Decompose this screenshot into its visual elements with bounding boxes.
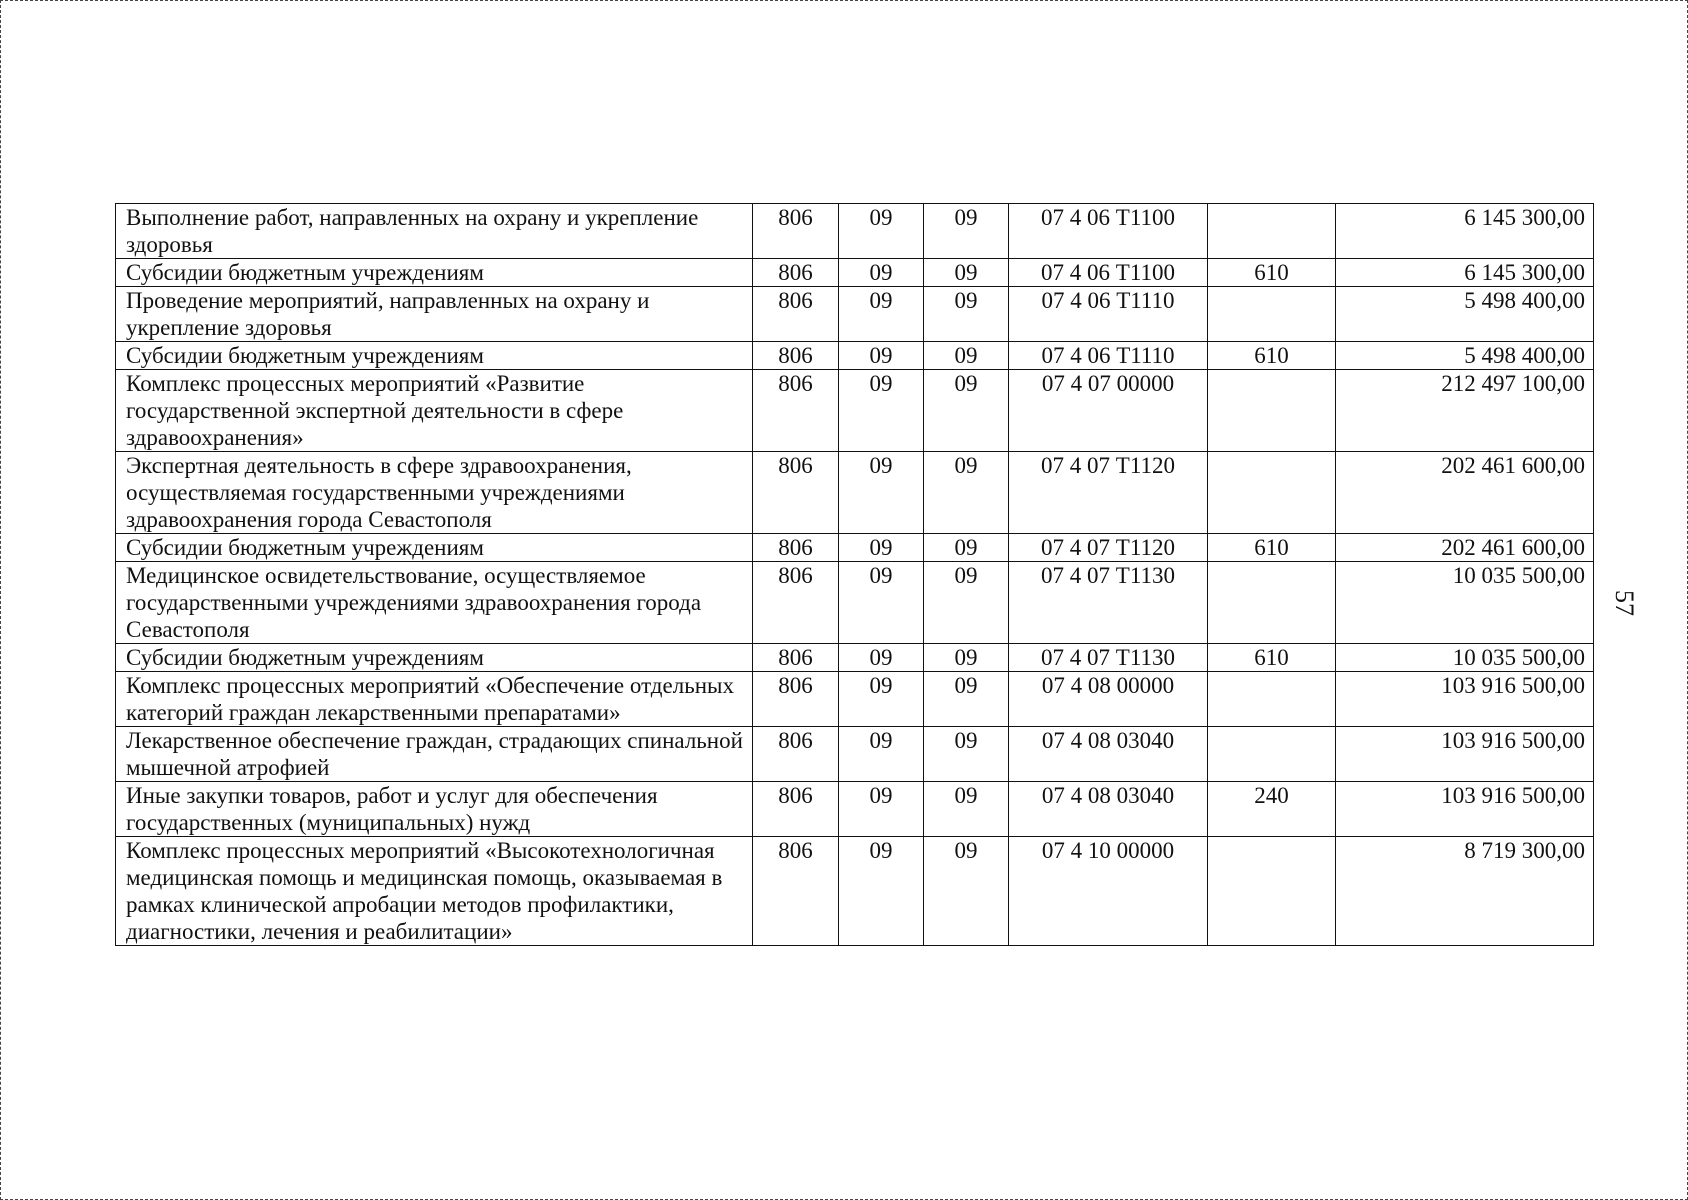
cell-name: Иные закупки товаров, работ и услуг для обеспечения государственных (муниципальных) нужд [116, 782, 753, 837]
budget-table [115, 203, 1594, 946]
cell-ministry: 806 [753, 727, 839, 782]
cell-expense-type [1208, 672, 1336, 727]
cell-target-article: 07 4 08 00000 [1009, 672, 1208, 727]
cell-target-article: 07 4 07 Т1120 [1009, 534, 1208, 562]
cell-section: 09 [839, 452, 924, 534]
table-row [116, 370, 1594, 452]
cell-expense-type: 610 [1208, 259, 1336, 287]
cell-amount: 6 145 300,00 [1336, 204, 1594, 259]
cell-subsection: 09 [924, 837, 1009, 946]
cell-name: Экспертная деятельность в сфере здравоохранения, осуществляемая государственными учреждениями здравоохранения города Севастополя [116, 452, 753, 534]
table-row [116, 782, 1594, 837]
cell-target-article: 07 4 06 Т1110 [1009, 287, 1208, 342]
table-row [116, 562, 1594, 644]
cell-amount: 103 916 500,00 [1336, 782, 1594, 837]
cell-ministry: 806 [753, 452, 839, 534]
cell-subsection: 09 [924, 562, 1009, 644]
cell-expense-type [1208, 370, 1336, 452]
cell-expense-type: 610 [1208, 534, 1336, 562]
cell-expense-type [1208, 287, 1336, 342]
cell-ministry: 806 [753, 782, 839, 837]
cell-amount: 212 497 100,00 [1336, 370, 1594, 452]
cell-ministry: 806 [753, 672, 839, 727]
table-row [116, 727, 1594, 782]
cell-subsection: 09 [924, 534, 1009, 562]
cell-amount: 8 719 300,00 [1336, 837, 1594, 946]
cell-amount: 5 498 400,00 [1336, 287, 1594, 342]
cell-amount: 202 461 600,00 [1336, 452, 1594, 534]
cell-subsection: 09 [924, 452, 1009, 534]
cell-expense-type [1208, 452, 1336, 534]
cell-section: 09 [839, 837, 924, 946]
cell-name: Субсидии бюджетным учреждениям [116, 534, 753, 562]
cell-target-article: 07 4 10 00000 [1009, 837, 1208, 946]
cell-ministry: 806 [753, 562, 839, 644]
cell-target-article: 07 4 06 Т1110 [1009, 342, 1208, 370]
table-row [116, 204, 1594, 259]
table-row [116, 837, 1594, 946]
cell-amount: 10 035 500,00 [1336, 644, 1594, 672]
cell-ministry: 806 [753, 287, 839, 342]
cell-target-article: 07 4 08 03040 [1009, 782, 1208, 837]
cell-section: 09 [839, 782, 924, 837]
cell-target-article: 07 4 08 03040 [1009, 727, 1208, 782]
cell-name: Лекарственное обеспечение граждан, страдающих спинальной мышечной атрофией [116, 727, 753, 782]
cell-section: 09 [839, 534, 924, 562]
cell-name: Субсидии бюджетным учреждениям [116, 644, 753, 672]
cell-amount: 5 498 400,00 [1336, 342, 1594, 370]
cell-subsection: 09 [924, 782, 1009, 837]
cell-ministry: 806 [753, 644, 839, 672]
cell-subsection: 09 [924, 204, 1009, 259]
cell-target-article: 07 4 07 Т1120 [1009, 452, 1208, 534]
cell-name: Комплекс процессных мероприятий «Обеспечение отдельных категорий граждан лекарственными препаратами» [116, 672, 753, 727]
cell-expense-type [1208, 727, 1336, 782]
cell-name: Субсидии бюджетным учреждениям [116, 259, 753, 287]
cell-expense-type [1208, 204, 1336, 259]
table-row [116, 259, 1594, 287]
cell-subsection: 09 [924, 672, 1009, 727]
cell-expense-type: 240 [1208, 782, 1336, 837]
cell-section: 09 [839, 342, 924, 370]
cell-subsection: 09 [924, 259, 1009, 287]
table-row [116, 342, 1594, 370]
cell-amount: 6 145 300,00 [1336, 259, 1594, 287]
cell-target-article: 07 4 07 Т1130 [1009, 644, 1208, 672]
cell-ministry: 806 [753, 534, 839, 562]
budget-table-body [116, 204, 1594, 946]
cell-subsection: 09 [924, 342, 1009, 370]
cell-name: Субсидии бюджетным учреждениям [116, 342, 753, 370]
table-row [116, 287, 1594, 342]
cell-section: 09 [839, 727, 924, 782]
table-row [116, 452, 1594, 534]
cell-ministry: 806 [753, 837, 839, 946]
cell-amount: 103 916 500,00 [1336, 672, 1594, 727]
cell-section: 09 [839, 562, 924, 644]
table-row [116, 534, 1594, 562]
cell-target-article: 07 4 07 00000 [1009, 370, 1208, 452]
cell-ministry: 806 [753, 342, 839, 370]
cell-subsection: 09 [924, 727, 1009, 782]
cell-target-article: 07 4 06 Т1100 [1009, 259, 1208, 287]
cell-section: 09 [839, 287, 924, 342]
cell-subsection: 09 [924, 370, 1009, 452]
cell-subsection: 09 [924, 287, 1009, 342]
cell-ministry: 806 [753, 370, 839, 452]
cell-ministry: 806 [753, 204, 839, 259]
cell-name: Выполнение работ, направленных на охрану и укрепление здоровья [116, 204, 753, 259]
page-number: 57 [1610, 590, 1639, 616]
cell-expense-type [1208, 562, 1336, 644]
cell-name: Комплекс процессных мероприятий «Развитие государственной экспертной деятельности в сфере здравоохранения» [116, 370, 753, 452]
cell-expense-type: 610 [1208, 342, 1336, 370]
cell-target-article: 07 4 07 Т1130 [1009, 562, 1208, 644]
cell-amount: 202 461 600,00 [1336, 534, 1594, 562]
table-row [116, 672, 1594, 727]
cell-expense-type: 610 [1208, 644, 1336, 672]
cell-section: 09 [839, 644, 924, 672]
cell-amount: 10 035 500,00 [1336, 562, 1594, 644]
cell-subsection: 09 [924, 644, 1009, 672]
cell-section: 09 [839, 672, 924, 727]
cell-name: Проведение мероприятий, направленных на охрану и укрепление здоровья [116, 287, 753, 342]
cell-name: Медицинское освидетельствование, осуществляемое государственными учреждениями здравоохранения города Севастополя [116, 562, 753, 644]
cell-section: 09 [839, 204, 924, 259]
cell-ministry: 806 [753, 259, 839, 287]
cell-section: 09 [839, 370, 924, 452]
cell-expense-type [1208, 837, 1336, 946]
cell-amount: 103 916 500,00 [1336, 727, 1594, 782]
cell-name: Комплекс процессных мероприятий «Высокотехнологичная медицинская помощь и медицинская помощь, оказываемая в рамках клинической апробации методов профилактики, диагностики, лечения и реабилитации» [116, 837, 753, 946]
cell-target-article: 07 4 06 Т1100 [1009, 204, 1208, 259]
cell-section: 09 [839, 259, 924, 287]
table-row [116, 644, 1594, 672]
